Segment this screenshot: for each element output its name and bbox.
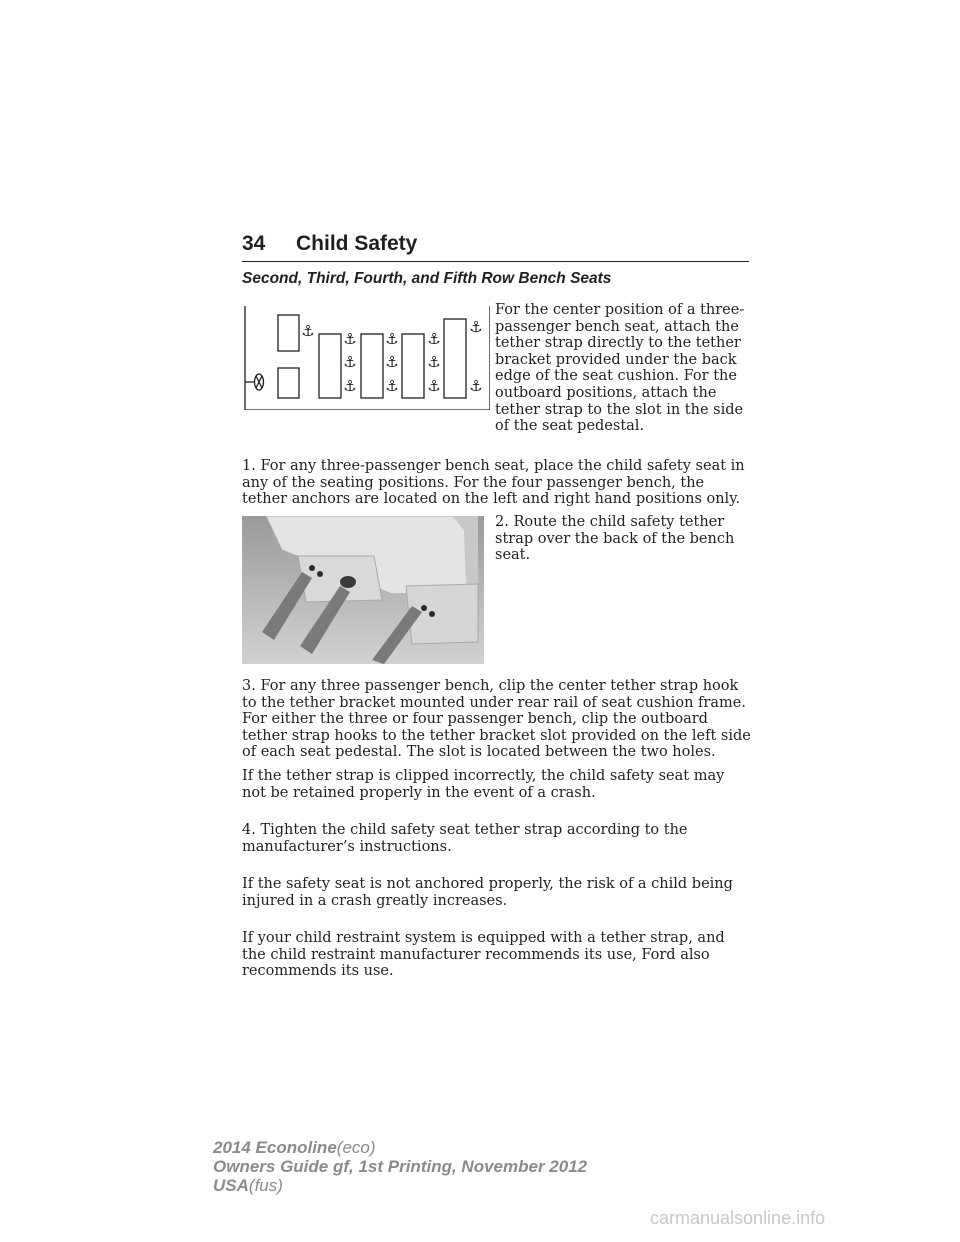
vehicle-outline [245, 306, 490, 410]
bench-seat-row3 [361, 334, 383, 398]
watermark: carmanualsonline.info [650, 1208, 826, 1228]
warning-paragraph-2: If the safety seat is not anchored properly, the risk of a child being injured in a crash greatly increases. [242, 876, 733, 909]
svg-text:⚓: ⚓ [301, 322, 315, 340]
step-4-paragraph: 4. Tighten the child safety seat tether strap according to the manufacturer’s instructions. [242, 822, 688, 855]
recommendation-paragraph: If your child restraint system is equipped with a tether strap, and the child restraint manufacturer recommends its use, Ford also recommends its use. [242, 930, 725, 980]
step-2-paragraph: 2. Route the child safety tether strap over the back of the bench seat. [495, 514, 735, 564]
footer-model-code: (eco) [336, 1138, 376, 1157]
svg-text:⚓: ⚓ [427, 330, 441, 348]
page-number: 34 [242, 232, 266, 255]
footer-guide: Owners Guide gf, 1st Printing, November 2012 [213, 1157, 588, 1176]
svg-text:⚓: ⚓ [385, 330, 399, 348]
warning-paragraph-1: If the tether strap is clipped incorrectly, the child safety seat may not be retained properly in the event of a crash. [242, 768, 725, 801]
footer [213, 1138, 587, 1195]
svg-text:⚓: ⚓ [427, 353, 441, 371]
svg-text:⚓: ⚓ [469, 318, 483, 336]
header-rule [242, 261, 749, 262]
passenger-front-seat [278, 368, 299, 398]
footer-market: USA [213, 1176, 249, 1195]
svg-text:⚓: ⚓ [343, 353, 357, 371]
footer-model: 2014 Econoline [213, 1138, 337, 1157]
bench-seat-row4 [402, 334, 424, 398]
center-position-paragraph: For the center position of a three-passenger bench seat, attach the tether strap directly to the tether bracket provided under the back edge of the seat cushion. For the outboard positions, attach the tether strap to the slot in the side of the seat pedestal. [495, 302, 745, 435]
svg-text:⚓: ⚓ [427, 377, 441, 395]
svg-text:⚓: ⚓ [385, 377, 399, 395]
svg-text:⚓: ⚓ [343, 377, 357, 395]
step-3-paragraph: 3. For any three passenger bench, clip the center tether strap hook to the tether bracket mounted under rear rail of seat cushion frame. For either the three or four passenger bench, clip the outboard tether strap hooks to the tether bracket slot provided on the left side of each seat pedestal. The slot is located between the two holes. [242, 678, 751, 761]
subheading: Second, Third, Fourth, and Fifth Row Bench Seats [242, 270, 612, 287]
bench-seat-row2 [319, 334, 341, 398]
seating-anchor-diagram [244, 306, 490, 410]
svg-text:⚓: ⚓ [385, 353, 399, 371]
tether-strap-photo [242, 516, 484, 664]
step-1-paragraph: 1. For any three-passenger bench seat, place the child safety seat in any of the seating positions. For the four passenger bench, the tether anchors are located on the left and right hand positions only. [242, 458, 745, 508]
section-title: Child Safety [296, 232, 418, 255]
footer-market-code: (fus) [248, 1176, 283, 1195]
bench-seat-row5 [444, 319, 466, 398]
anchor-icon [301, 318, 482, 395]
svg-text:⚓: ⚓ [343, 330, 357, 348]
svg-text:⚓: ⚓ [469, 377, 483, 395]
driver-seat [278, 315, 299, 351]
steering-wheel-icon [245, 374, 264, 390]
